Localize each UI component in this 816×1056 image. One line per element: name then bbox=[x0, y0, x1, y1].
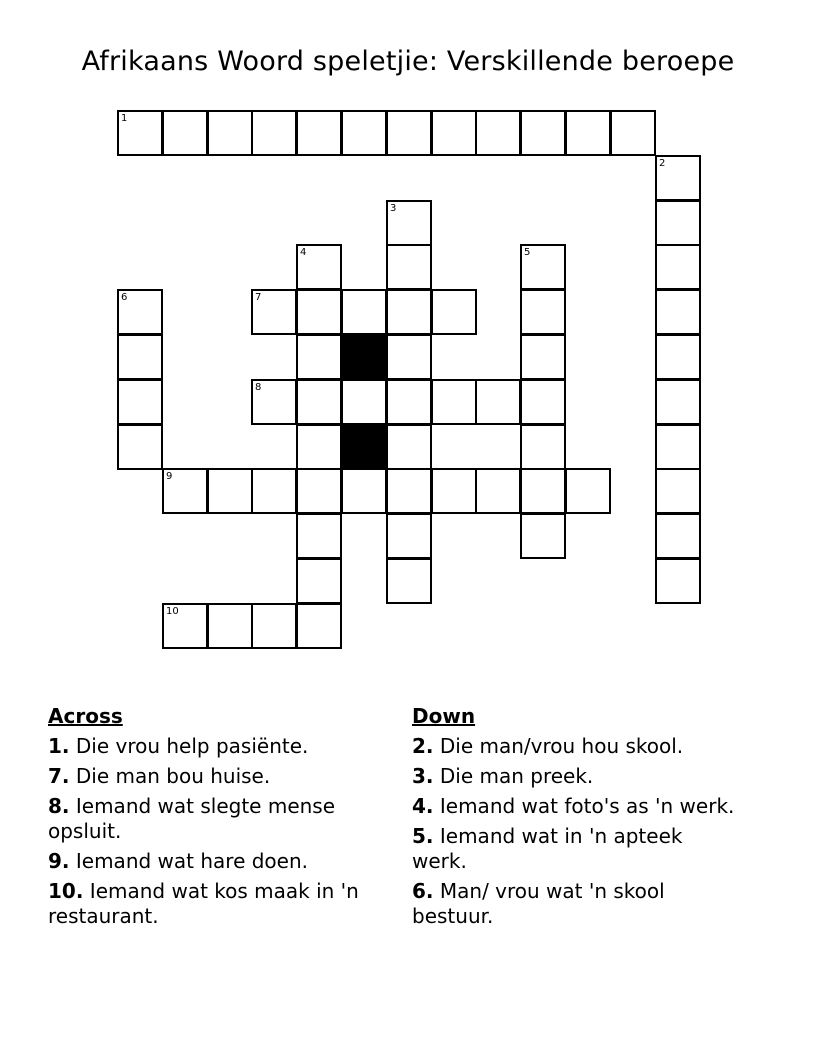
clue-label: 4. bbox=[412, 794, 434, 818]
puzzle-title: Afrikaans Woord speletjie: Verskillende beroepe bbox=[81, 46, 735, 77]
clue-label: 6. bbox=[412, 879, 434, 903]
grid-cell[interactable] bbox=[162, 468, 208, 514]
grid-cell[interactable] bbox=[431, 379, 477, 425]
grid-cell[interactable] bbox=[251, 110, 297, 156]
grid-cell[interactable] bbox=[341, 468, 387, 514]
down-clue-list bbox=[412, 734, 742, 929]
grid-cell[interactable] bbox=[565, 468, 611, 514]
grid-cell[interactable] bbox=[431, 468, 477, 514]
clue-number: 5 bbox=[524, 247, 531, 258]
grid-cell[interactable] bbox=[520, 513, 566, 559]
clue-label: 1. bbox=[48, 734, 70, 758]
clue-number: 8 bbox=[255, 382, 262, 393]
grid-cell[interactable] bbox=[386, 379, 432, 425]
grid-cell[interactable] bbox=[296, 603, 342, 649]
clue-number: 3 bbox=[390, 203, 397, 214]
across-clue bbox=[48, 849, 388, 874]
clue-text: Iemand wat foto's as 'n werk. bbox=[439, 794, 735, 818]
grid-cell[interactable] bbox=[341, 289, 387, 335]
clue-number: 6 bbox=[121, 292, 128, 303]
down-clue bbox=[412, 824, 742, 874]
grid-cell[interactable] bbox=[341, 379, 387, 425]
grid-cell[interactable] bbox=[207, 110, 253, 156]
clue-label: 10. bbox=[48, 879, 84, 903]
grid-cell[interactable] bbox=[296, 558, 342, 604]
across-clue bbox=[48, 879, 388, 929]
across-clue bbox=[48, 734, 388, 759]
grid-cell[interactable] bbox=[475, 110, 521, 156]
grid-cell[interactable] bbox=[520, 110, 566, 156]
grid-cell[interactable] bbox=[386, 244, 432, 290]
grid-cell[interactable] bbox=[386, 289, 432, 335]
grid-block-cell bbox=[341, 424, 387, 470]
grid-cell[interactable] bbox=[431, 110, 477, 156]
grid-cell[interactable] bbox=[655, 289, 701, 335]
down-heading: Down bbox=[412, 704, 476, 728]
grid-cell[interactable] bbox=[655, 558, 701, 604]
grid-cell[interactable] bbox=[520, 379, 566, 425]
clue-number: 2 bbox=[659, 158, 666, 169]
grid-cell[interactable] bbox=[386, 424, 432, 470]
down-clue bbox=[412, 764, 742, 789]
down-clues bbox=[412, 704, 742, 929]
clue-number: 1 bbox=[121, 113, 128, 124]
grid-cell[interactable] bbox=[162, 110, 208, 156]
grid-cell[interactable] bbox=[251, 289, 297, 335]
down-clue bbox=[412, 734, 742, 759]
grid-cell[interactable] bbox=[296, 424, 342, 470]
clue-number: 7 bbox=[255, 292, 262, 303]
across-clue bbox=[48, 764, 388, 789]
grid-block-cell bbox=[341, 334, 387, 380]
grid-cell[interactable] bbox=[296, 513, 342, 559]
across-heading: Across bbox=[48, 704, 123, 728]
clue-label: 2. bbox=[412, 734, 434, 758]
grid-cell[interactable] bbox=[386, 110, 432, 156]
grid-cell[interactable] bbox=[610, 110, 656, 156]
clue-label: 7. bbox=[48, 764, 70, 788]
grid-cell[interactable] bbox=[117, 424, 163, 470]
clue-label: 9. bbox=[48, 849, 70, 873]
grid-cell[interactable] bbox=[251, 603, 297, 649]
clue-label: 8. bbox=[48, 794, 70, 818]
clue-number: 4 bbox=[300, 247, 307, 258]
grid-cell[interactable] bbox=[386, 200, 432, 246]
clue-text: Iemand wat in 'n apteek werk. bbox=[412, 824, 683, 873]
grid-cell[interactable] bbox=[386, 558, 432, 604]
clue-text: Die man bou huise. bbox=[75, 764, 271, 788]
grid-cell[interactable] bbox=[341, 110, 387, 156]
grid-cell[interactable] bbox=[296, 468, 342, 514]
grid-cell[interactable] bbox=[117, 334, 163, 380]
grid-cell[interactable] bbox=[296, 379, 342, 425]
across-clue bbox=[48, 794, 388, 844]
grid-cell[interactable] bbox=[520, 289, 566, 335]
across-clue-list bbox=[48, 734, 388, 929]
grid-cell[interactable] bbox=[386, 468, 432, 514]
clue-text: Iemand wat slegte mense opsluit. bbox=[48, 794, 336, 843]
grid-cell[interactable] bbox=[655, 200, 701, 246]
grid-cell[interactable] bbox=[520, 334, 566, 380]
down-clue bbox=[412, 879, 742, 929]
clue-text: Die man/vrou hou skool. bbox=[439, 734, 684, 758]
clue-text: Iemand wat kos maak in 'n restaurant. bbox=[48, 879, 359, 928]
down-clue bbox=[412, 794, 742, 819]
grid-cell[interactable] bbox=[520, 424, 566, 470]
grid-cell[interactable] bbox=[296, 289, 342, 335]
grid-cell[interactable] bbox=[431, 289, 477, 335]
clue-text: Iemand wat hare doen. bbox=[75, 849, 309, 873]
clue-text: Die man preek. bbox=[439, 764, 594, 788]
grid-cell[interactable] bbox=[655, 424, 701, 470]
grid-cell[interactable] bbox=[655, 155, 701, 201]
grid-cell[interactable] bbox=[520, 468, 566, 514]
grid-cell[interactable] bbox=[117, 289, 163, 335]
clue-text: Man/ vrou wat 'n skool bestuur. bbox=[412, 879, 665, 928]
grid-cell[interactable] bbox=[117, 110, 163, 156]
grid-cell[interactable] bbox=[520, 244, 566, 290]
grid-cell[interactable] bbox=[386, 334, 432, 380]
grid-cell[interactable] bbox=[655, 379, 701, 425]
grid-cell[interactable] bbox=[296, 244, 342, 290]
grid-cell[interactable] bbox=[207, 603, 253, 649]
grid-cell[interactable] bbox=[207, 468, 253, 514]
across-clues bbox=[48, 704, 388, 929]
clue-label: 5. bbox=[412, 824, 434, 848]
grid-cell[interactable] bbox=[251, 379, 297, 425]
grid-cell[interactable] bbox=[296, 334, 342, 380]
clue-number: 9 bbox=[166, 471, 173, 482]
grid-cell[interactable] bbox=[475, 468, 521, 514]
grid-cell[interactable] bbox=[565, 110, 611, 156]
grid-cell[interactable] bbox=[386, 513, 432, 559]
grid-cell[interactable] bbox=[251, 468, 297, 514]
grid-cell[interactable] bbox=[655, 468, 701, 514]
grid-cell[interactable] bbox=[162, 603, 208, 649]
grid-cell[interactable] bbox=[117, 379, 163, 425]
grid-cell[interactable] bbox=[296, 110, 342, 156]
grid-cell[interactable] bbox=[655, 513, 701, 559]
clue-text: Die vrou help pasiënte. bbox=[75, 734, 309, 758]
grid-cell[interactable] bbox=[655, 334, 701, 380]
grid-cell[interactable] bbox=[475, 379, 521, 425]
grid-cell[interactable] bbox=[655, 244, 701, 290]
clue-number: 10 bbox=[166, 606, 179, 617]
clue-label: 3. bbox=[412, 764, 434, 788]
